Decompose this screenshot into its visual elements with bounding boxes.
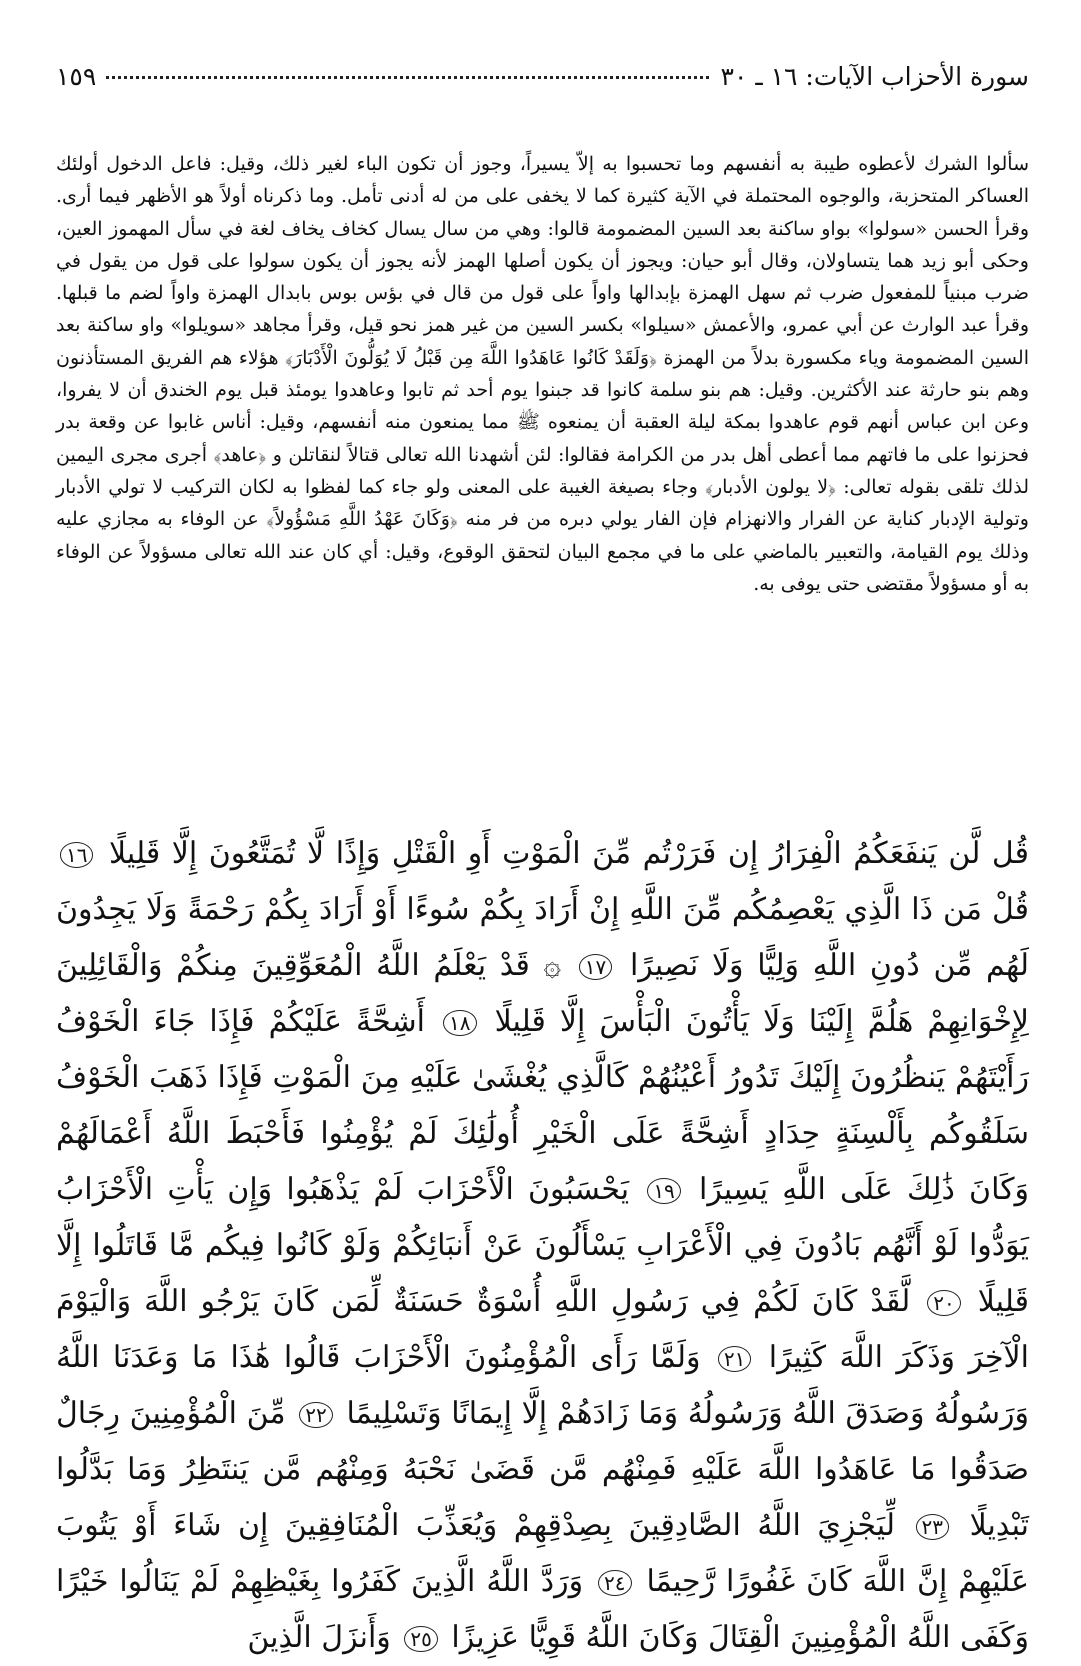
verse-text: لَّقَدْ كَانَ لَكُمْ فِي رَسُولِ اللَّهِ أُسْوَةٌ حَسَنَةٌ لِّمَن كَانَ يَرْجُو اللَّهَ وَالْيَوْمَ الْآخِرَ وَذَكَرَ اللَّهَ كَثِيرًا bbox=[56, 1284, 1029, 1375]
verse-text: قُل لَّن يَنفَعَكُمُ الْفِرَارُ إِن فَرَرْتُم مِّنَ الْمَوْتِ أَوِ الْقَتْلِ وَإِذًا لَّا تُمَتَّعُونَ إِلَّا قَلِيلًا bbox=[109, 836, 1029, 871]
tafsir-commentary bbox=[56, 148, 1029, 768]
ayah-number-marker: ٢٠ bbox=[927, 1290, 960, 1316]
surah-title: سورة الأحزاب الآيات: ١٦ ـ ٣٠ bbox=[720, 62, 1029, 91]
ayah-number-marker: ٢٣ bbox=[916, 1514, 949, 1540]
ayah-number-marker: ٢٤ bbox=[598, 1570, 631, 1596]
verse-text: يَحْسَبُونَ الْأَحْزَابَ لَمْ يَذْهَبُوا وَإِن يَأْتِ الْأَحْزَابُ يَوَدُّوا لَوْ أَنَّهُم بَادُونَ فِي الْأَعْرَابِ يَسْأَلُونَ عَنْ أَنبَائِكُمْ وَلَوْ كَانُوا فِيكُم مَّا قَاتَلُوا إِلَّا قَلِيلًا bbox=[56, 1172, 1029, 1319]
verse-text: وَلَمَّا رَأَى الْمُؤْمِنُونَ الْأَحْزَابَ قَالُوا هَٰذَا مَا وَعَدَنَا اللَّهُ وَرَسُولُهُ وَصَدَقَ اللَّهُ وَرَسُولُهُ وَمَا زَادَهُمْ إِلَّا إِيمَانًا وَتَسْلِيمًا bbox=[56, 1340, 1029, 1431]
section-gap bbox=[56, 768, 1029, 826]
page-header bbox=[56, 62, 1029, 108]
ayah-number-marker: ١٦ bbox=[60, 842, 93, 868]
verse-text: قُلْ مَن ذَا الَّذِي يَعْصِمُكُم مِّنَ اللَّهِ إِنْ أَرَادَ بِكُمْ سُوءًا أَوْ أَرَادَ بِكُمْ رَحْمَةً وَلَا يَجِدُونَ لَهُم مِّن دُونِ اللَّهِ وَلِيًّا وَلَا نَصِيرًا bbox=[56, 892, 1029, 983]
verse-text: أَشِحَّةً عَلَيْكُمْ فَإِذَا جَاءَ الْخَوْفُ رَأَيْتَهُمْ يَنظُرُونَ إِلَيْكَ تَدُورُ أَعْيُنُهُمْ كَالَّذِي يُغْشَىٰ عَلَيْهِ مِنَ الْمَوْتِ فَإِذَا ذَهَبَ الْخَوْفُ سَلَقُوكُم بِأَلْسِنَةٍ حِدَادٍ أَشِحَّةً عَلَى الْخَيْرِ أُولَٰئِكَ لَمْ يُؤْمِنُوا فَأَحْبَطَ اللَّهُ أَعْمَالَهُمْ وَكَانَ ذَٰلِكَ عَلَى اللَّهِ يَسِيرًا bbox=[56, 1004, 1029, 1207]
ayah-number-marker: ١٧ bbox=[579, 954, 612, 980]
ayah-number-marker: ٢١ bbox=[718, 1346, 751, 1372]
verse-text: مِّنَ الْمُؤْمِنِينَ رِجَالٌ صَدَقُوا مَا عَاهَدُوا اللَّهَ عَلَيْهِ فَمِنْهُم مَّن قَضَىٰ نَحْبَهُ وَمِنْهُم مَّن يَنتَظِرُ وَمَا بَدَّلُوا تَبْدِيلًا bbox=[56, 1396, 1029, 1543]
dot-leader bbox=[106, 76, 708, 79]
ayah-number-marker: ٢٥ bbox=[404, 1626, 437, 1652]
verse-text: ۞ قَدْ يَعْلَمُ اللَّهُ الْمُعَوِّقِينَ مِنكُمْ وَالْقَائِلِينَ لِإِخْوَانِهِمْ هَلُمَّ إِلَيْنَا وَلَا يَأْتُونَ الْبَأْسَ إِلَّا قَلِيلًا bbox=[56, 948, 1029, 1039]
quran-text-block bbox=[56, 826, 1029, 1655]
verse-text: وَرَدَّ اللَّهُ الَّذِينَ كَفَرُوا بِغَيْظِهِمْ لَمْ يَنَالُوا خَيْرًا وَكَفَى اللَّهُ الْمُؤْمِنِينَ الْقِتَالَ وَكَانَ اللَّهُ قَوِيًّا عَزِيزًا bbox=[56, 1564, 1029, 1655]
ayah-number-marker: ٢٢ bbox=[299, 1402, 332, 1428]
verse-text: وَأَنزَلَ الَّذِينَ bbox=[247, 1620, 391, 1655]
verse-text: لِّيَجْزِيَ اللَّهُ الصَّادِقِينَ بِصِدْقِهِمْ وَيُعَذِّبَ الْمُنَافِقِينَ إِن شَاءَ أَوْ يَتُوبَ عَلَيْهِمْ إِنَّ اللَّهَ كَانَ غَفُورًا رَّحِيمًا bbox=[56, 1508, 1029, 1599]
commentary-paragraph: سألوا الشرك لأعطوه طيبة به أنفسهم وما تحسبوا به إلاّ يسيراً، وجوز أن تكون الباء لغير ذلك، وقيل: فاعل الدخول أولئك العساكر المتحزبة، والوجوه المحتملة في الآية كثيرة كما لا يخفى على من له أدنى تأمل. وما ذكرناه أولاً هو الأظهر فيما أرى. وقرأ الحسن «سولوا» بواو ساكنة بعد السين المضمومة قالوا: وهي من سال يسال كخاف يخاف لغة في سأل المهموز العين، وحكى أبو زيد هما يتساولان، وقال أبو حيان: ويجوز أن يكون أصلها الهمز لأنه يجوز أن يكون سولوا على قول من يقول في ضرب مبنياً للمفعول ضرب ثم سهل الهمزة بإبدالها واواً على قول من قال في بؤس بوس بابدال الهمزة واواً لضم ما قبلها. وقرأ عبد الوارث عن أبي عمرو، والأعمش «سيلوا» بكسر السين من غير همز نحو قيل، وقرأ مجاهد «سويلوا» واو ساكنة بعد السين المضمومة وياء مكسورة بدلاً من الهمزة ﴿وَلَقَدْ كَانُوا عَاهَدُوا اللَّهَ مِن قَبْلُ لَا يُوَلُّونَ الْأَدْبَارَ﴾ هؤلاء هم الفريق المستأذنون وهم بنو حارثة عند الأكثرين. وقيل: هم بنو سلمة كانوا قد جبنوا يوم أحد ثم تابوا وعاهدوا يومئذ قبل يوم الخندق أن لا يفروا، وعن ابن عباس أنهم قوم عاهدوا بمكة ليلة العقبة أن يمنعوه ﷺ مما يمنعون منه أنفسهم، وقيل: أناس غابوا عن وقعة بدر فحزنوا على ما فاتهم مما أعطى أهل بدر من الكرامة فقالوا: لئن أشهدنا الله تعالى قتالاً لنقاتلن و ﴿عاهد﴾ أجرى مجرى اليمين لذلك تلقى بقوله تعالى: ﴿لا يولون الأدبار﴾ وجاء بصيغة الغيبة على المعنى ولو جاء كما لفظوا به لكان التركيب لا تولي الأدبار وتولية الإدبار كناية عن الفرار والانهزام فإن الفار يولي دبره من فر منه ﴿وَكَانَ عَهْدُ اللَّهِ مَسْؤُولاً﴾ عن الوفاء به مجازي عليه وذلك يوم القيامة، والتعبير بالماضي على ما في مجمع البيان لتحقق الوقوع، وقيل: أي كان عند الله تعالى مسؤولاً عن الوفاء به أو مسؤولاً مقتضى حتى يوفى به. bbox=[56, 153, 1029, 595]
ayah-number-marker: ١٩ bbox=[647, 1178, 680, 1204]
page-number: ١٥٩ bbox=[56, 62, 97, 91]
ayah-number-marker: ١٨ bbox=[443, 1010, 476, 1036]
